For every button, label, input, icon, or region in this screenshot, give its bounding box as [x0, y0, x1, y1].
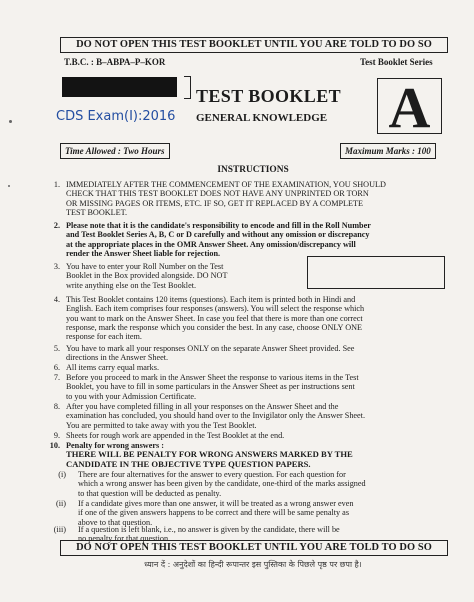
- item-line: OR MISSING PAGES OR ITEMS, ETC. IF SO, GET IT REPLACED BY A COMPLETE: [66, 198, 364, 208]
- item-line: All items carry equal marks.: [66, 363, 159, 372]
- roll-number-box[interactable]: [307, 256, 445, 289]
- item-line: directions in the Answer Sheet.: [66, 353, 169, 363]
- item-line: if one of the given answers happens to be correct and there will be same penalty as: [78, 508, 349, 518]
- item-number: 4.: [53, 295, 60, 304]
- sub-item-number: (i): [58, 470, 66, 479]
- item-line: TEST BOOKLET.: [66, 207, 128, 217]
- item-line: above to that question.: [78, 517, 153, 527]
- item-line: If a candidate gives more than one answer, it will be treated as a wrong answer even: [78, 499, 354, 508]
- item-number: 5.: [53, 344, 60, 353]
- booklet-title: TEST BOOKLET: [196, 86, 342, 106]
- sub-item-number: (iii): [53, 525, 66, 534]
- item-number: 9.: [53, 431, 60, 440]
- item-line: to you with your Admission Certificate.: [66, 391, 197, 401]
- top-warning-banner: DO NOT OPEN THIS TEST BOOKLET UNTIL YOU ARE TOLD TO DO SO: [60, 37, 448, 53]
- item-line: Penalty for wrong answers :: [66, 441, 164, 450]
- item-line: Booklet in the Box provided alongside. DO NOT: [66, 271, 228, 281]
- tbc-code: T.B.C. : B–ABPA–P–KOR: [64, 57, 166, 67]
- redacted-barcode: [62, 77, 177, 97]
- item-line: to that question will be deducted as penalty.: [78, 488, 222, 498]
- item-number: 6.: [53, 363, 60, 372]
- item-number: 1.: [53, 180, 60, 189]
- sub-item-number: (ii): [55, 499, 66, 508]
- item-line: English. Each item comprises four responses (answers). You will select the response which: [66, 304, 365, 314]
- item-line: response for each item.: [66, 332, 142, 342]
- item-line: This Test Booklet contains 120 items (questions). Each item is printed both in Hindi and: [66, 295, 356, 304]
- item-line: response, mark the response which you consider the best. In any case, choose ONLY ONE: [66, 322, 363, 332]
- item-number: 2.: [53, 221, 60, 230]
- item-line: After you have completed filling in all your responses on the Answer Sheet and the: [66, 402, 339, 411]
- item-line: at the appropriate places in the OMR Answer Sheet. Any omission/discrepancy will: [66, 239, 356, 249]
- instructions-heading: INSTRUCTIONS: [217, 165, 289, 175]
- item-number: 7.: [53, 373, 60, 382]
- item-line: you want to mark on the Answer Sheet. In case you feel that there is more than one correct: [66, 313, 363, 323]
- item-line: IMMEDIATELY AFTER THE COMMENCEMENT OF THE EXAMINATION, YOU SHOULD: [66, 180, 386, 189]
- item-line: Booklet, you have to fill in some particulars in the Answer Sheet as per instructions sent: [66, 382, 355, 392]
- item-number: 3.: [53, 262, 60, 271]
- item-line: CHECK THAT THIS TEST BOOKLET DOES NOT HAVE ANY UNPRINTED OR TORN: [66, 189, 369, 199]
- hindi-note: ध्यान दें : अनुदेशों का हिन्दी रूपान्तर इस पुस्तिका के पिछले पृष्ठ पर छपा है।: [144, 560, 362, 569]
- item-line: which a wrong answer has been given by the candidate, one-third of the marks assigned: [78, 479, 366, 489]
- item-line: You have to enter your Roll Number on the Test: [66, 262, 224, 271]
- item-number: 8.: [53, 402, 60, 411]
- item-line: You have to mark all your responses ONLY on the separate Answer Sheet provided. See: [66, 344, 355, 353]
- item-line: Please note that it is the candidate's responsibility to encode and fill in the Roll Number: [66, 221, 371, 230]
- item-line: and Test Booklet Series A, B, C or D carefully and without any omission or discrepancy: [66, 230, 370, 240]
- scan-speck: [8, 185, 10, 187]
- bracket-mark: [184, 76, 191, 99]
- item-line: If a question is left blank, i.e., no answer is given by the candidate, there will be: [78, 525, 340, 534]
- series-label: Test Booklet Series: [360, 57, 433, 67]
- item-line: Before you proceed to mark in the Answer Sheet the response to various items in the Test: [66, 373, 359, 382]
- item-number: 10.: [49, 441, 60, 450]
- item-line: THERE WILL BE PENALTY FOR WRONG ANSWERS MARKED BY THE: [66, 449, 353, 460]
- time-allowed-box: Time Allowed : Two Hours: [60, 143, 170, 159]
- item-line: Sheets for rough work are appended in the Test Booklet at the end.: [66, 431, 285, 440]
- item-line: CANDIDATE IN THE OBJECTIVE TYPE QUESTION PAPERS.: [66, 458, 311, 469]
- scan-speck: [9, 120, 12, 123]
- item-line: no penalty for that question.: [78, 534, 171, 544]
- item-line: There are four alternatives for the answer to every question. For each question for: [78, 470, 346, 479]
- item-line: examination has concluded, you should hand over to the Invigilator only the Answer Sheet.: [66, 411, 366, 421]
- item-line: write anything else on the Test Booklet.: [66, 280, 197, 290]
- bottom-warning-banner: DO NOT OPEN THIS TEST BOOKLET UNTIL YOU ARE TOLD TO DO SO: [60, 540, 448, 556]
- maximum-marks-box: Maximum Marks : 100: [340, 143, 436, 159]
- item-line: render the Answer Sheet liable for rejection.: [66, 248, 221, 258]
- subject-name: GENERAL KNOWLEDGE: [196, 112, 328, 124]
- cds-exam-stamp: CDS Exam(I):2016: [56, 109, 176, 124]
- item-line: You are permitted to take away with you the Test Booklet.: [66, 420, 257, 430]
- series-letter-box: A: [377, 78, 442, 134]
